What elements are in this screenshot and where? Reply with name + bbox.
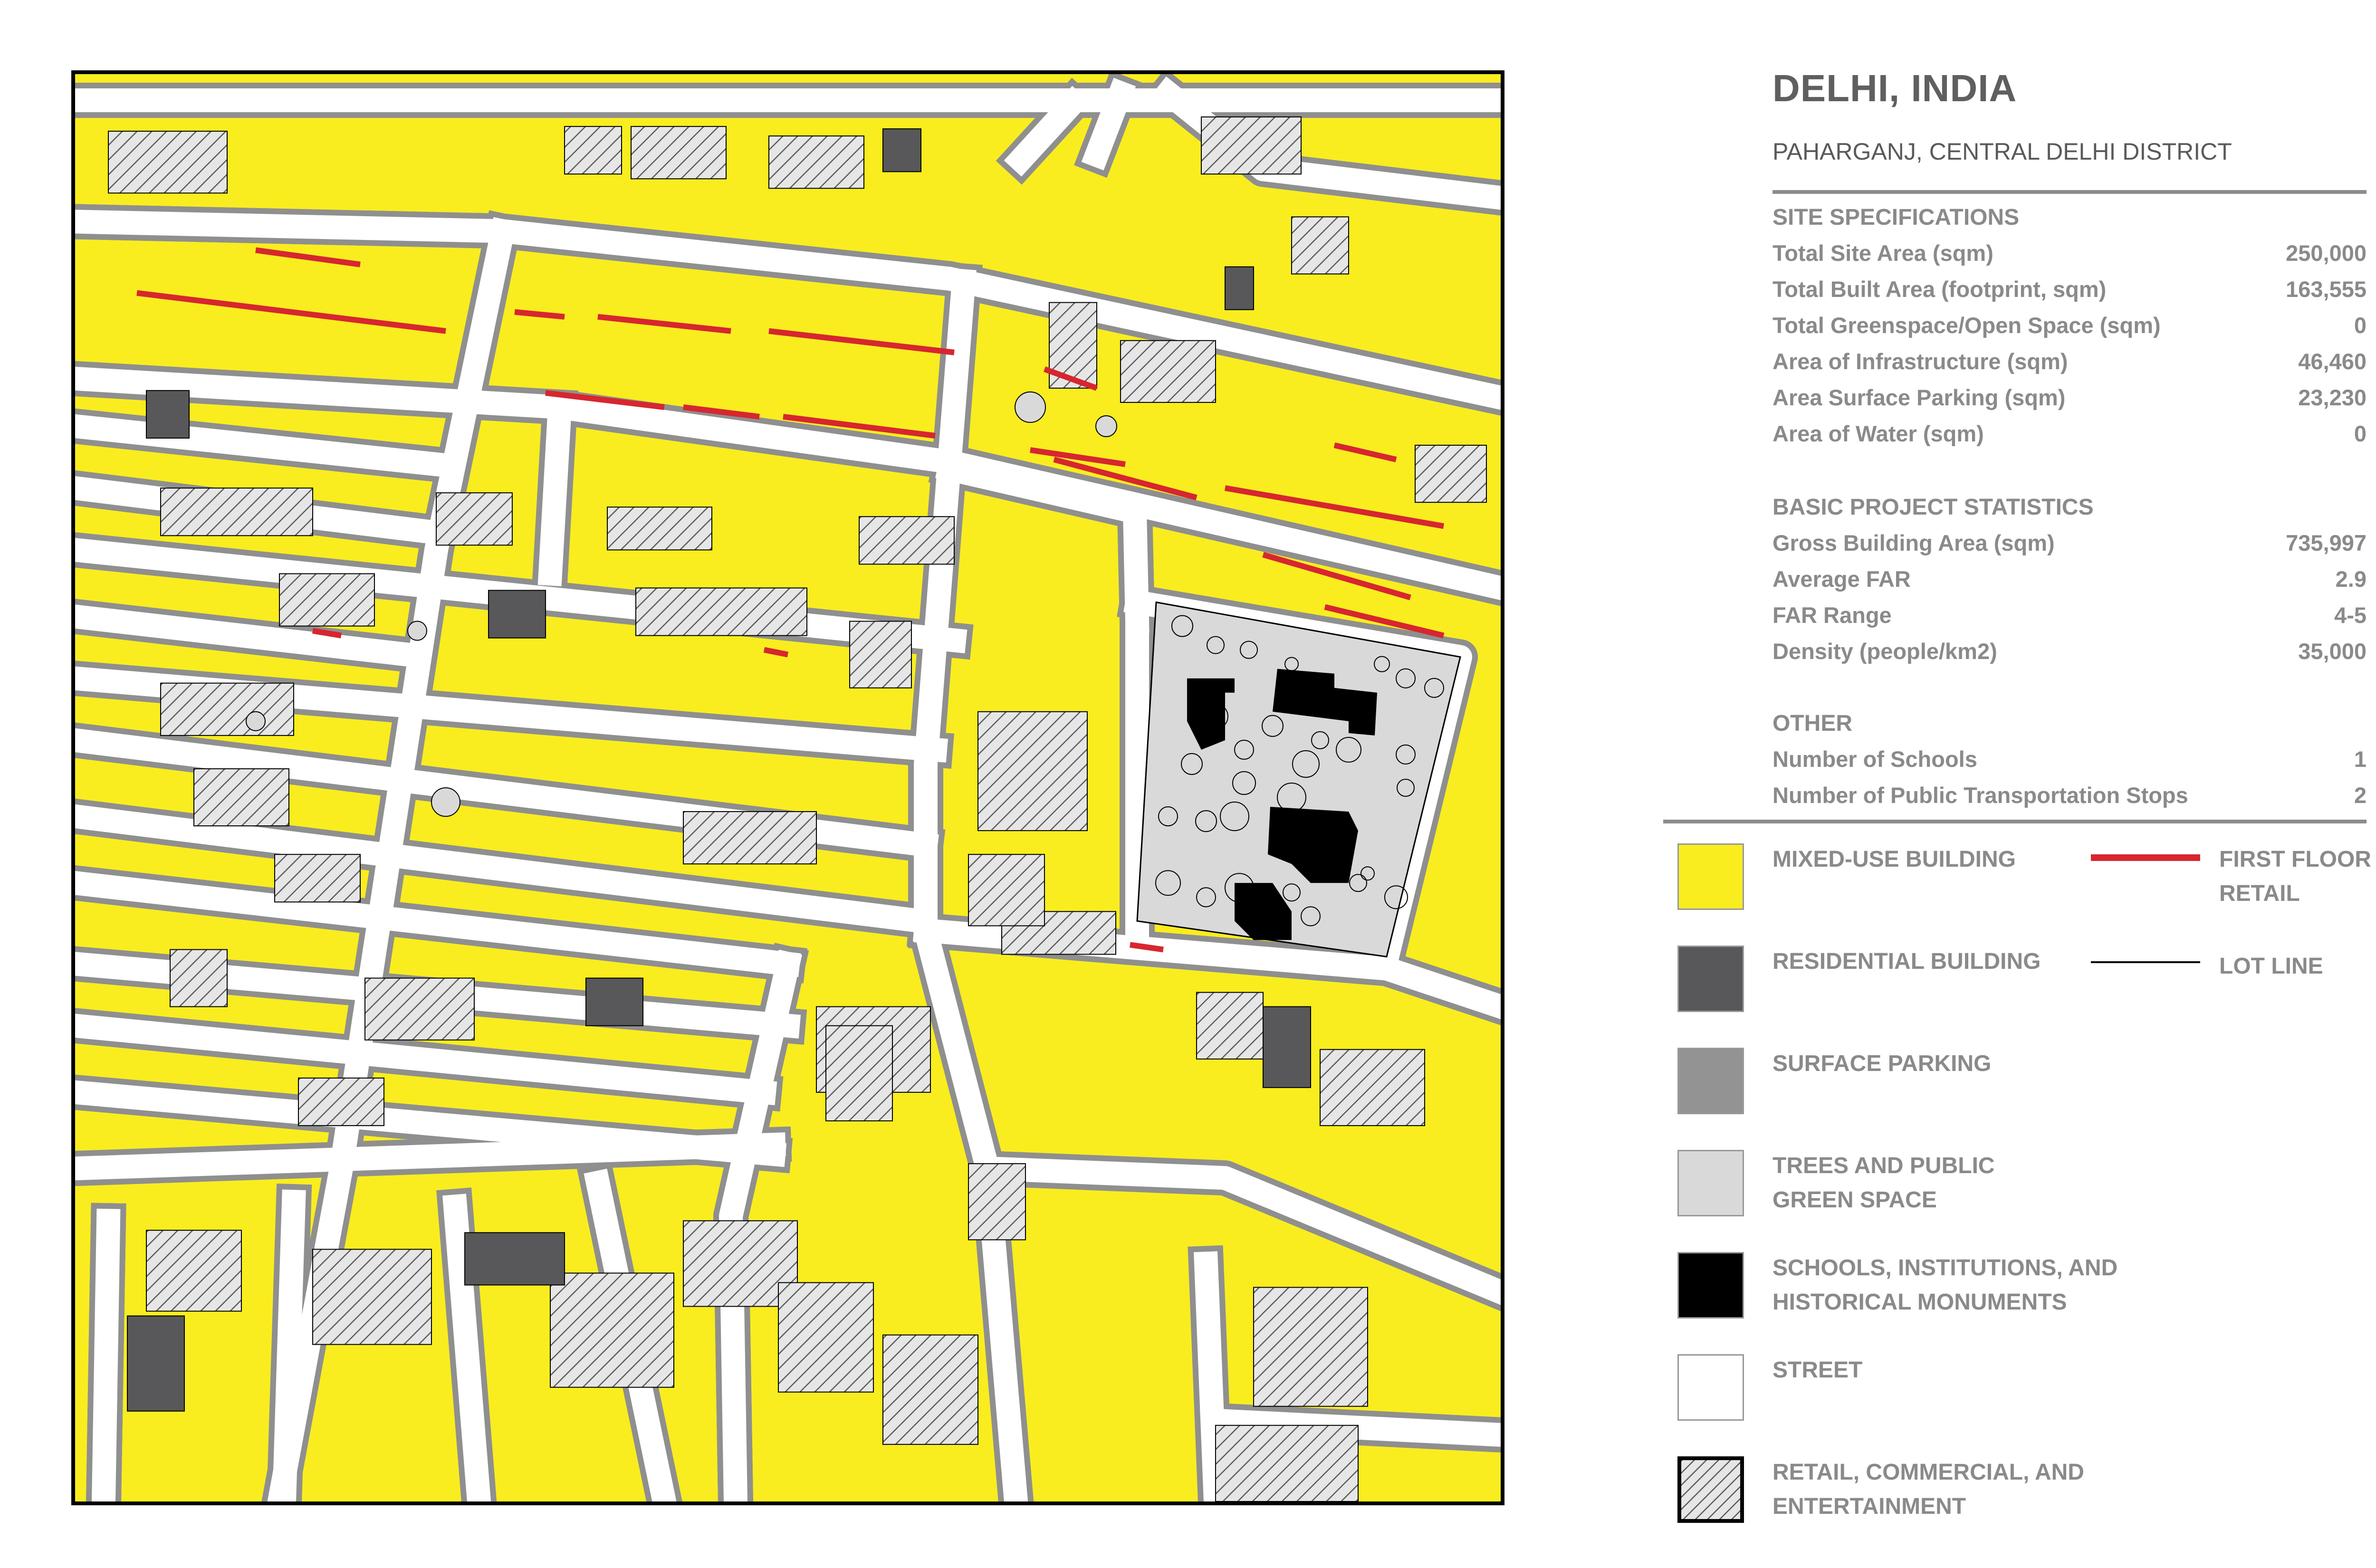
lot-line-sample [2091,961,2200,963]
stat-row [1772,240,2366,266]
stat-label: Total Built Area (footprint, sqm) [1772,277,2107,302]
stat-label: Average FAR [1772,566,1911,592]
street [1206,1263,1216,1501]
divider [1772,190,2366,194]
retail-parcel [826,1026,892,1121]
first-floor-retail-line [2091,854,2200,861]
stat-value: 46,460 [2298,349,2366,374]
residential-building [489,590,546,638]
retail-parcel [275,854,360,902]
divider [1663,820,2366,823]
retail-parcel [769,136,864,188]
stat-label: Area of Infrastructure (sqm) [1772,349,2068,374]
retail-parcel [968,1164,1025,1240]
legend-label: MIXED-USE BUILDING [1772,847,2016,872]
site-specifications-heading: SITE SPECIFICATIONS [1772,205,2020,230]
legend-label [1772,1455,2181,1524]
retail-parcel [279,574,374,626]
legend-label-line1: SCHOOLS, INSTITUTIONS, AND [1772,1255,2118,1281]
legend-label-line1: TREES AND PUBLIC [1772,1153,1995,1178]
retail-swatch [1677,1456,1744,1523]
street-tree [1096,416,1117,437]
legend-label: SURFACE PARKING [1772,1051,1992,1076]
retail-parcel [1201,117,1301,174]
stat-label: Total Site Area (sqm) [1772,240,1993,266]
retail-parcel [883,1335,978,1444]
street-tree [246,712,265,731]
retail-parcel [161,488,313,535]
retail-parcel [1292,217,1349,274]
green-space-swatch [1677,1150,1744,1216]
legend-label [1772,1149,2181,1217]
residential-building [586,978,643,1026]
legend-label [1772,1251,2181,1319]
legend-label-line2: GREEN SPACE [1772,1187,1937,1213]
site-plan-svg [75,74,1501,1501]
residential-building [127,1316,184,1411]
stat-label: Total Greenspace/Open Space (sqm) [1772,313,2161,338]
stat-label: Gross Building Area (sqm) [1772,530,2055,555]
legend-lot-line: LOT LINE [2219,954,2323,979]
legend-label: RESIDENTIAL BUILDING [1772,949,2041,974]
retail-parcel [850,621,911,688]
retail-parcel [108,131,227,193]
retail-parcel [1216,1425,1358,1501]
retail-parcel [436,493,512,545]
retail-parcel [607,507,712,550]
stat-row [1772,348,2366,374]
residential-building [1263,1007,1311,1088]
stat-value: 250,000 [2286,240,2366,266]
street-tree [431,788,460,816]
stat-row [1772,602,2366,628]
stat-row [1772,384,2366,411]
street-tree [1015,392,1045,422]
retail-parcel [636,588,807,635]
retail-parcel [778,1282,873,1392]
stat-row [1772,566,2366,592]
stat-value: 0 [2354,313,2366,338]
residential-building [465,1233,565,1285]
retail-parcel [313,1249,431,1344]
stat-value: 2 [2354,783,2366,808]
stat-value: 0 [2354,421,2366,446]
street-swatch [1677,1354,1744,1421]
stat-value: 35,000 [2298,639,2366,664]
basic-project-statistics-heading: BASIC PROJECT STATISTICS [1772,495,2094,520]
residential-building [883,129,921,172]
retail-parcel [365,978,474,1040]
retail-parcel [1415,445,1486,502]
stat-row [1772,746,2366,772]
residential-building [1225,267,1254,310]
stat-label: FAR Range [1772,602,1892,628]
stat-value: 4-5 [2334,602,2366,628]
surface-parking-swatch [1677,1048,1744,1114]
retail-parcel [1254,1287,1368,1406]
stat-value: 163,555 [2286,277,2366,302]
legend-first-floor-retail-line2: RETAIL [2219,881,2300,906]
page-subtitle: PAHARGANJ, CENTRAL DELHI DISTRICT [1772,138,2232,165]
stat-label: Number of Schools [1772,746,1977,772]
retail-parcel [298,1078,384,1126]
stat-label: Density (people/km2) [1772,639,1997,664]
street [550,407,560,574]
stat-value: 1 [2354,746,2366,772]
street-tree [408,621,427,641]
stat-row [1772,530,2366,556]
retail-parcel [978,712,1087,831]
street [284,1202,294,1501]
stat-row [1772,276,2366,302]
residential-swatch [1677,946,1744,1012]
retail-parcel [683,812,816,864]
street [104,1221,108,1501]
retail-parcel [170,949,227,1006]
mixed-use-swatch [1677,843,1744,910]
retail-parcel [631,126,726,179]
retail-parcel [968,854,1044,926]
other-heading: OTHER [1772,711,1852,736]
stat-label: Area Surface Parking (sqm) [1772,385,2066,410]
stat-row [1772,421,2366,447]
retail-parcel [194,769,289,826]
stat-value: 2.9 [2335,566,2366,592]
legend-label-line2: ENTERTAINMENT [1772,1494,1966,1519]
info-panel [1663,62,2376,1558]
legend-first-floor-retail-line1: FIRST FLOOR [2219,847,2371,872]
stat-label: Number of Public Transportation Stops [1772,783,2188,808]
schools-swatch [1677,1252,1744,1319]
legend-label: STREET [1772,1358,1863,1383]
residential-building [146,391,189,438]
legend-label-line1: RETAIL, COMMERCIAL, AND [1772,1460,2084,1485]
stat-value: 23,230 [2298,385,2366,410]
retail-parcel [1320,1050,1425,1126]
stat-row [1772,312,2366,338]
retail-parcel [1197,993,1263,1059]
stat-row [1772,782,2366,808]
page-title: DELHI, INDIA [1772,67,2017,109]
retail-parcel [550,1273,674,1387]
retail-parcel [1121,341,1216,402]
legend-label-line2: HISTORICAL MONUMENTS [1772,1290,2067,1315]
stat-value: 735,997 [2286,530,2366,555]
retail-parcel [565,126,622,174]
retail-parcel [146,1230,241,1311]
retail-parcel [161,683,294,736]
site-map [71,70,1504,1505]
stat-label: Area of Water (sqm) [1772,421,1984,446]
retail-parcel [859,516,954,564]
stat-row [1772,638,2366,664]
